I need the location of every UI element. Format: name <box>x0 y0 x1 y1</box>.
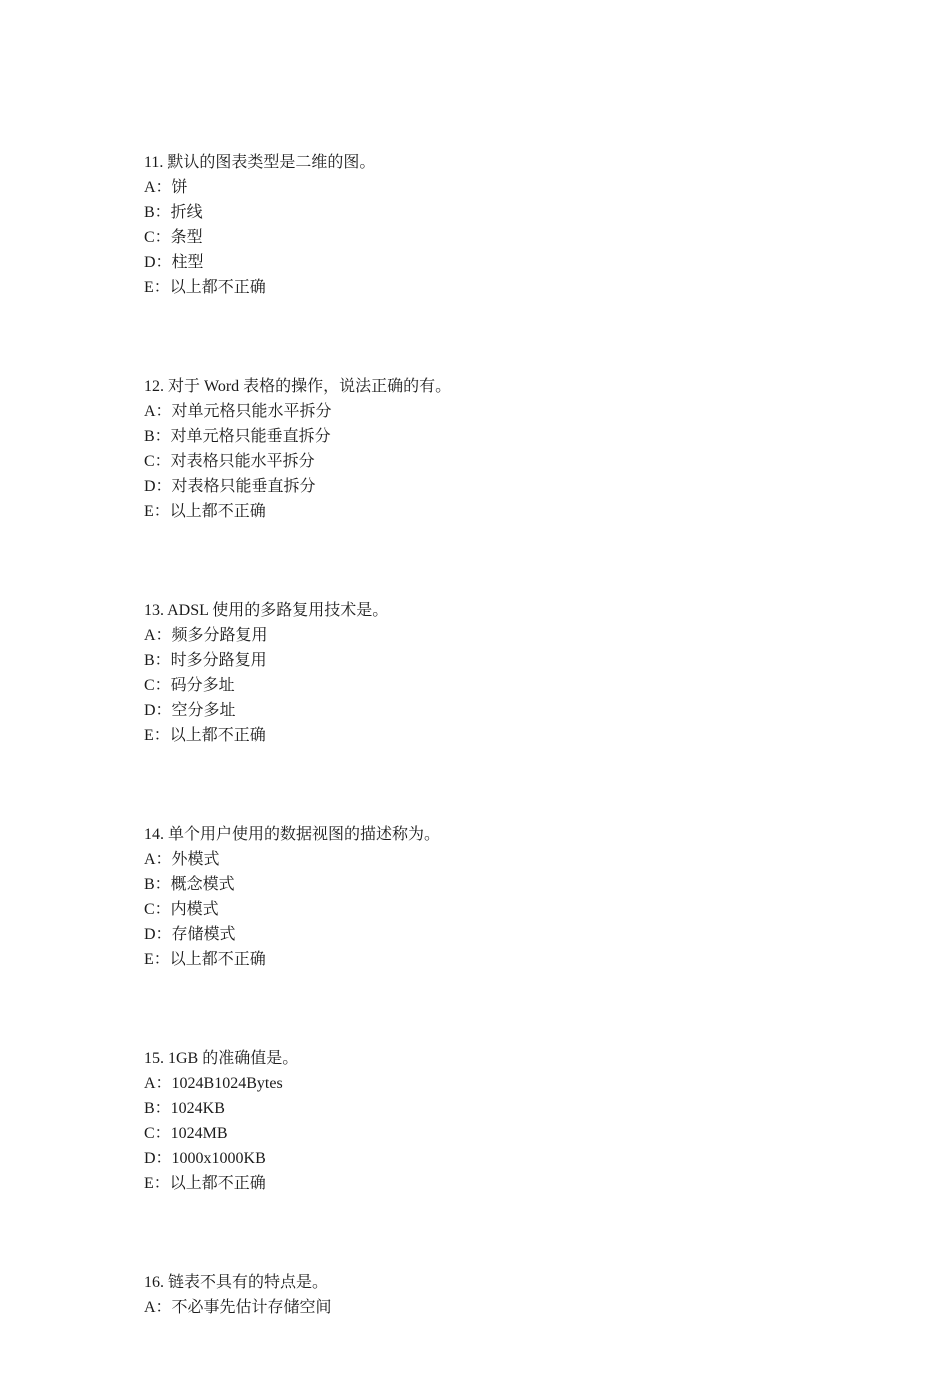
option-c: C：条型 <box>144 229 203 246</box>
option-c: C：对表格只能水平拆分 <box>144 453 315 470</box>
question-16 <box>144 1270 844 1320</box>
option-e: E：以上都不正确 <box>144 727 266 744</box>
option-b: B：时多分路复用 <box>144 652 267 669</box>
question-stem: 15. 1GB 的准确值是。 <box>144 1050 299 1067</box>
question-11 <box>144 150 844 300</box>
option-c: C：内模式 <box>144 901 219 918</box>
option-b: B：概念模式 <box>144 876 235 893</box>
question-stem: 12. 对于 Word 表格的操作，说法正确的有。 <box>144 378 452 395</box>
question-stem: 14. 单个用户使用的数据视图的描述称为。 <box>144 826 441 843</box>
option-d: D：空分多址 <box>144 702 236 719</box>
question-stem: 11. 默认的图表类型是二维的图。 <box>144 154 376 171</box>
option-e: E：以上都不正确 <box>144 279 266 296</box>
question-list <box>144 150 844 1394</box>
option-c: C：码分多址 <box>144 677 235 694</box>
option-d: D：1000x1000KB <box>144 1150 266 1167</box>
option-b: B：1024KB <box>144 1100 225 1117</box>
option-d: D：存储模式 <box>144 926 236 943</box>
option-a: A：1024B1024Bytes <box>144 1075 283 1092</box>
option-a: A：对单元格只能水平拆分 <box>144 403 332 420</box>
option-e: E：以上都不正确 <box>144 1175 266 1192</box>
option-b: B：折线 <box>144 204 203 221</box>
option-c: C：1024MB <box>144 1125 228 1142</box>
option-a: A：不必事先估计存储空间 <box>144 1299 332 1316</box>
question-15 <box>144 1046 844 1196</box>
option-a: A：频多分路复用 <box>144 627 268 644</box>
question-13 <box>144 598 844 748</box>
option-a: A：外模式 <box>144 851 220 868</box>
option-d: D：柱型 <box>144 254 204 271</box>
question-stem: 16. 链表不具有的特点是。 <box>144 1274 329 1291</box>
option-a: A：饼 <box>144 179 188 196</box>
question-12 <box>144 374 844 524</box>
question-stem: 13. ADSL 使用的多路复用技术是。 <box>144 602 389 619</box>
option-e: E：以上都不正确 <box>144 951 266 968</box>
option-d: D：对表格只能垂直拆分 <box>144 478 316 495</box>
option-e: E：以上都不正确 <box>144 503 266 520</box>
option-b: B：对单元格只能垂直拆分 <box>144 428 331 445</box>
question-14 <box>144 822 844 972</box>
